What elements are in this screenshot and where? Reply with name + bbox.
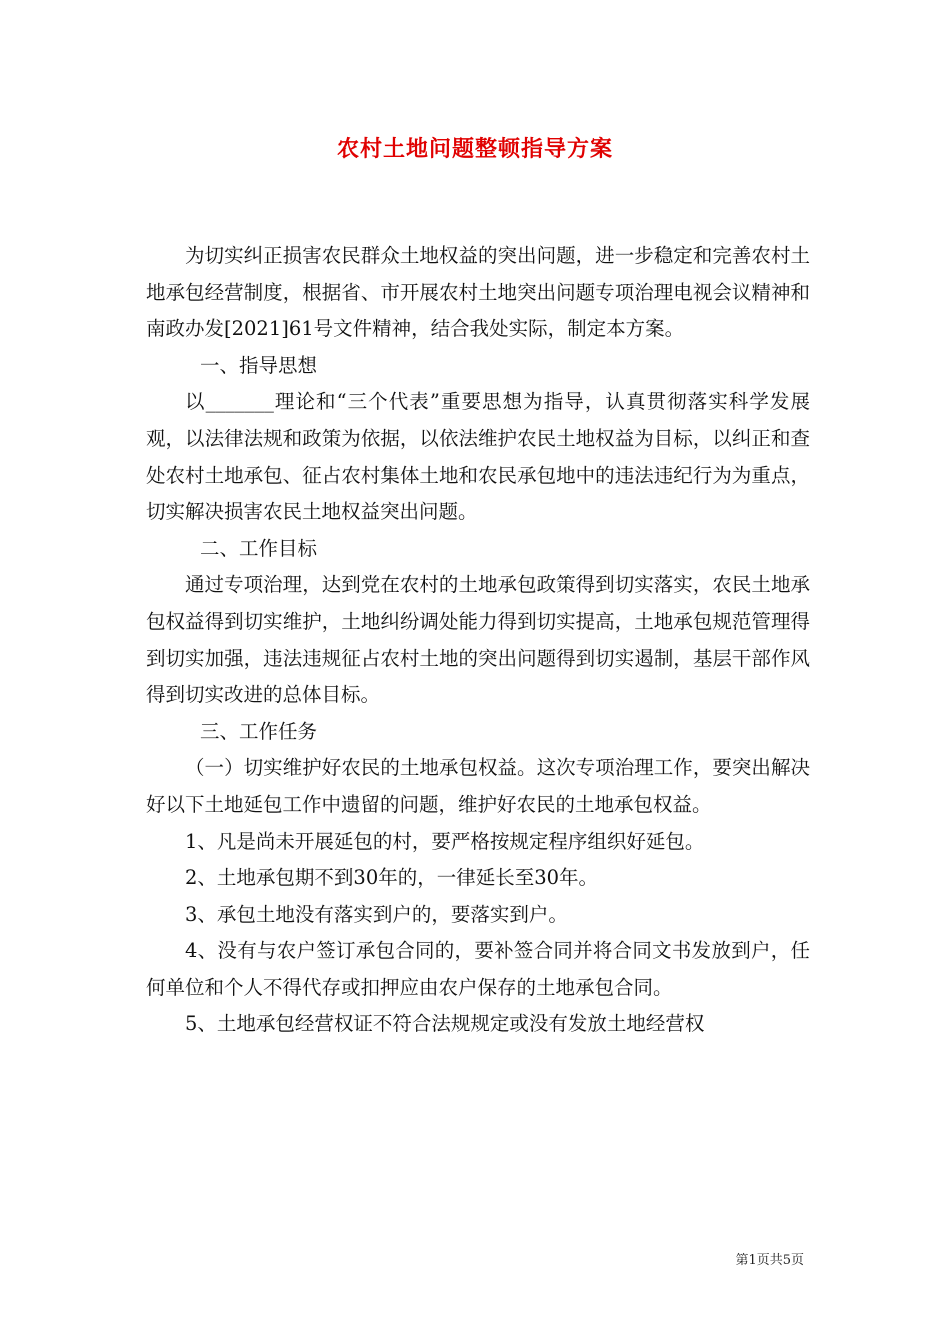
document-title: 农村土地问题整顿指导方案 — [336, 136, 613, 162]
task-one-paragraph: （一）切实维护好农民的土地承包权益。这次专项治理工作，要突出解决好以下土地延包工作中遗留的问题，维护好农民的土地承包权益。 — [146, 756, 810, 816]
section-heading-work-goals: 二、工作目标 — [200, 536, 318, 560]
page-number — [735, 1249, 804, 1268]
intro-paragraph: 为切实纠正损害农民群众土地权益的突出问题，进一步稳定和完善农村土地承包经营制度，根据省、市开展农村土地突出问题专项治理电视会议精神和南政办发[2021]61号文件精神，结合我处实际，制定本方案。 — [146, 244, 810, 341]
section-heading-guiding-thought: 一、指导思想 — [200, 353, 318, 377]
section-heading-work-tasks: 三、工作任务 — [200, 719, 318, 743]
work-goals-paragraph: 通过专项治理，达到党在农村的土地承包政策得到切实落实，农民土地承包权益得到切实维护，土地纠纷调处能力得到切实提高，土地承包规范管理得到切实加强，违法违规征占农村土地的突出问题得到切实遏制，基层干部作风得到切实改进的总体目标。 — [146, 573, 810, 707]
list-item-1: 1、凡是尚未开展延包的村，要严格按规定程序组织好延包。 — [185, 829, 705, 853]
list-item-2: 2、土地承包期不到30年的，一律延长至30年。 — [185, 866, 599, 890]
page-number-label: 第1页共5页 — [735, 1253, 804, 1268]
list-item-5: 5、土地承包经营权证不符合法规规定或没有发放土地经营权 — [185, 1012, 705, 1036]
list-item-3: 3、承包土地没有落实到户的，要落实到户。 — [185, 902, 568, 926]
document-body — [146, 238, 810, 1043]
guiding-thought-paragraph: 以_______理论和“三个代表”重要思想为指导，认真贯彻落实科学发展观，以法律法规和政策为依据，以依法维护农民土地权益为目标，以纠正和查处农村土地承包、征占农村集体土地和农民承包地中的违法违纪行为为重点，切实解决损害农民土地权益突出问题。 — [146, 390, 810, 524]
list-item-4: 4、没有与农户签订承包合同的，要补签合同并将合同文书发放到户，任何单位和个人不得代存或扣押应由农户保存的土地承包合同。 — [146, 939, 810, 999]
